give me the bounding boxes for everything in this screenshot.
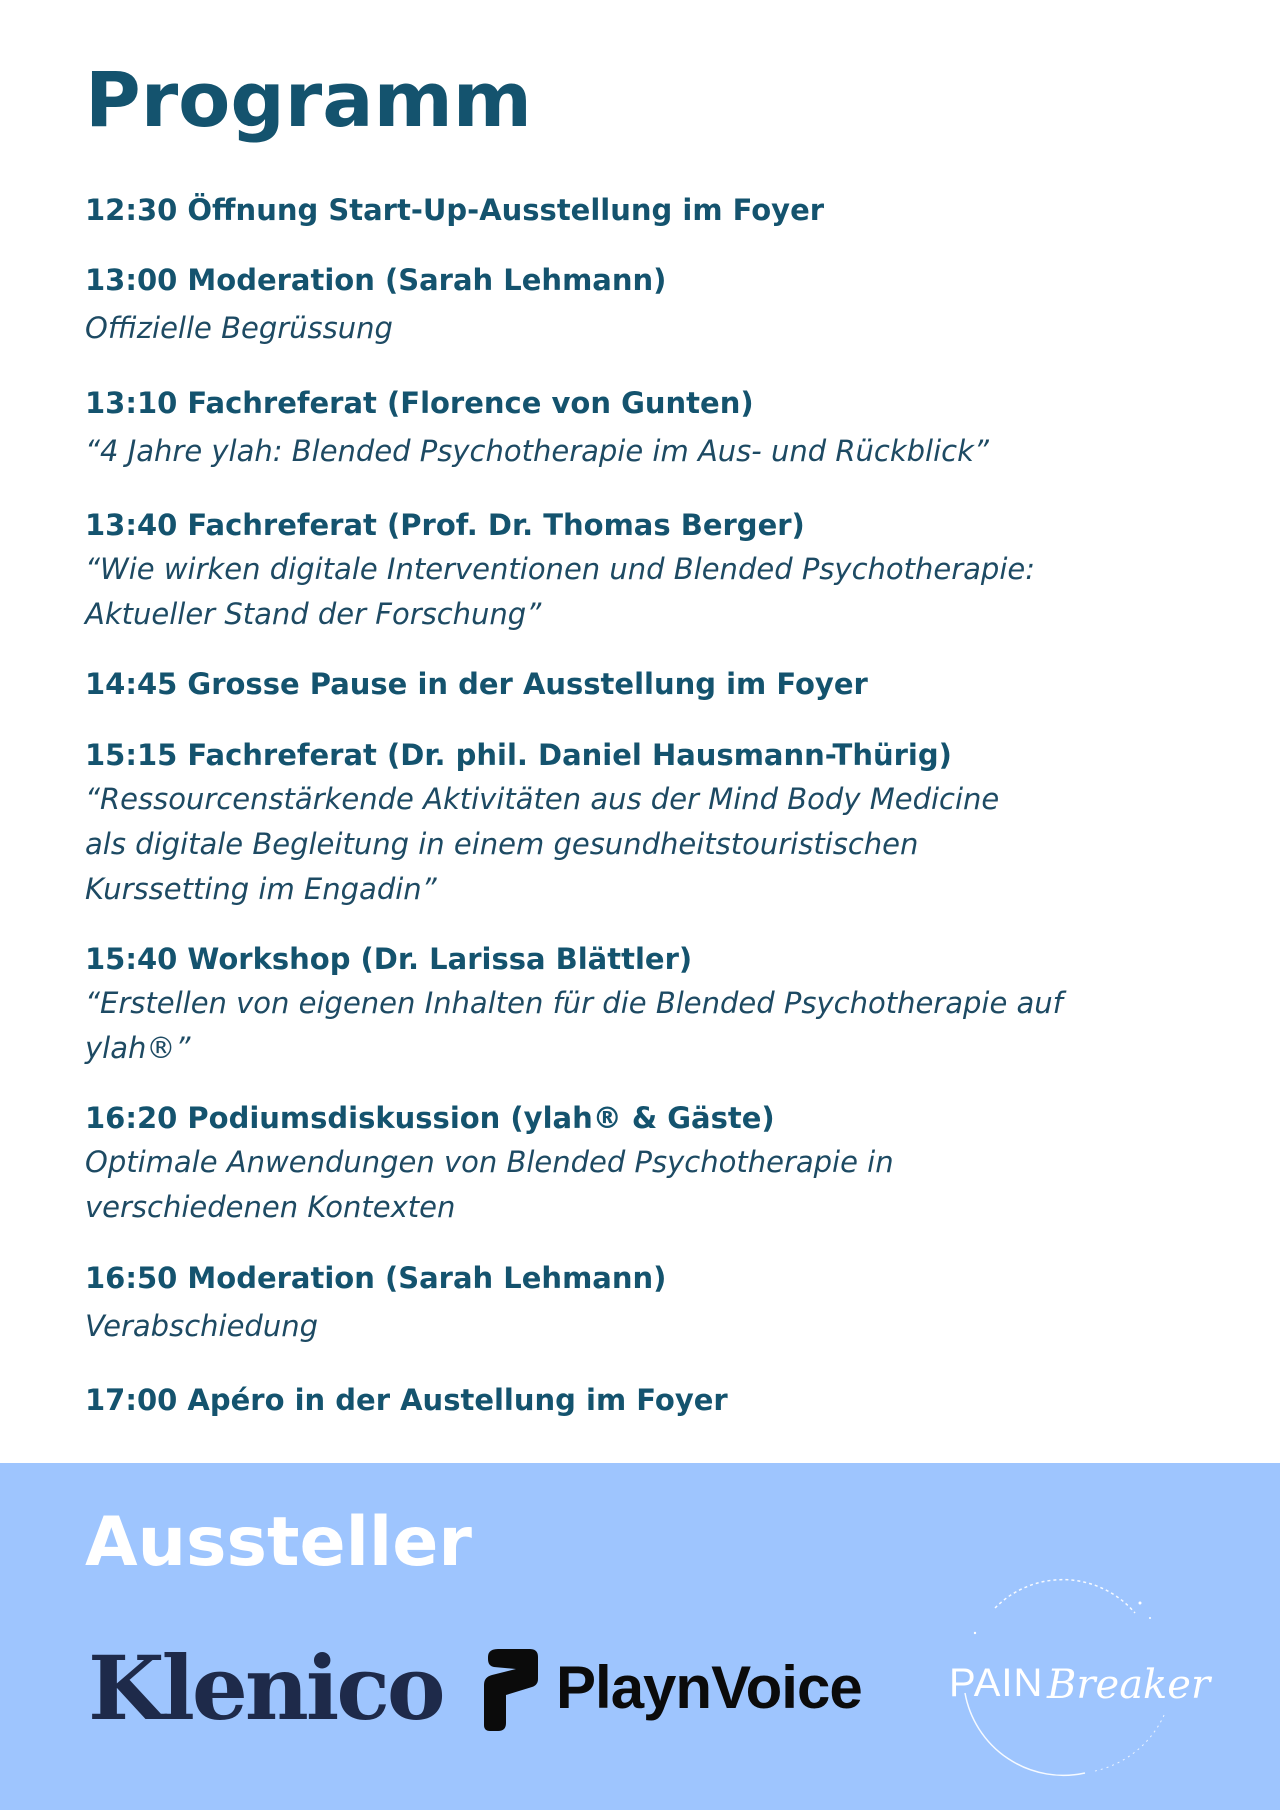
program-item-1300 [85, 260, 1205, 351]
program-item-heading: 17:00 Apéro in der Austellung im Foyer [85, 1383, 728, 1417]
playnvoice-mark-icon [480, 1645, 544, 1735]
description-line: verschiedenen Kontexten [85, 1190, 456, 1224]
description-line: Optimale Anwendungen von Blended Psychotherapie in [85, 1145, 894, 1179]
program-item-heading: 15:40 Workshop (Dr. Larissa Blättler) [85, 942, 693, 976]
program-item-heading: 12:30 Öffnung Start-Up-Ausstellung im Foyer [85, 193, 825, 227]
program-item-description [85, 777, 1205, 912]
program-item-heading: 13:00 Moderation (Sarah Lehmann) [85, 263, 667, 297]
program-item-1540 [85, 939, 1205, 1071]
program-item-description [85, 1140, 1205, 1230]
program-item-description [85, 547, 1205, 637]
description-line: “Ressourcenstärkende Aktivitäten aus der Mind Body Medicine [85, 782, 1000, 816]
program-item-1650 [85, 1258, 1205, 1349]
program-item-heading: 15:15 Fachreferat (Dr. phil. Daniel Hausmann-Thürig) [85, 738, 952, 772]
aussteller-section [0, 1463, 1280, 1810]
program-item-heading: 16:50 Moderation (Sarah Lehmann) [85, 1261, 667, 1295]
painbreaker-logo [935, 1573, 1211, 1783]
program-item-description: “4 Jahre ylah: Blended Psychotherapie im Aus- und Rückblick” [85, 434, 989, 468]
program-item-heading: 14:45 Grosse Pause in der Ausstellung im Foyer [85, 667, 868, 701]
description-line: Aktueller Stand der Forschung” [85, 597, 542, 631]
description-line: Kurssetting im Engadin” [85, 872, 437, 906]
painbreaker-pain-text: PAIN [949, 1661, 1044, 1705]
program-item-description: Verabschiedung [85, 1309, 318, 1343]
program-item-description [85, 981, 1205, 1071]
program-item-1310 [85, 383, 1205, 474]
page-title: Programm [85, 55, 532, 144]
program-item-description: Offizielle Begrüssung [85, 311, 393, 345]
painbreaker-breaker-text: Breaker [1047, 1662, 1211, 1708]
description-line: als digitale Begleitung in einem gesundheitstouristischen [85, 827, 919, 861]
program-item-1515 [85, 735, 1205, 912]
program-item-heading: 13:10 Fachreferat (Florence von Gunten) [85, 386, 754, 420]
playnvoice-logo [480, 1645, 880, 1735]
program-item-1340 [85, 505, 1205, 637]
program-item-1230 [85, 190, 1205, 230]
program-item-1620 [85, 1098, 1205, 1230]
description-line: ylah®” [85, 1031, 191, 1065]
playnvoice-wordmark: PlaynVoice [556, 1654, 862, 1721]
program-item-heading: 16:20 Podiumsdiskussion (ylah® & Gäste) [85, 1101, 775, 1135]
aussteller-title: Aussteller [85, 1503, 472, 1582]
program-item-1445 [85, 664, 1205, 704]
description-line: “Erstellen von eigenen Inhalten für die Blended Psychotherapie auf [85, 986, 1063, 1020]
description-line: “Wie wirken digitale Interventionen und Blended Psychotherapie: [85, 552, 1036, 586]
program-item-1700 [85, 1380, 1205, 1420]
klenico-logo: Klenico [88, 1636, 443, 1740]
program-item-heading: 13:40 Fachreferat (Prof. Dr. Thomas Berger) [85, 508, 805, 542]
